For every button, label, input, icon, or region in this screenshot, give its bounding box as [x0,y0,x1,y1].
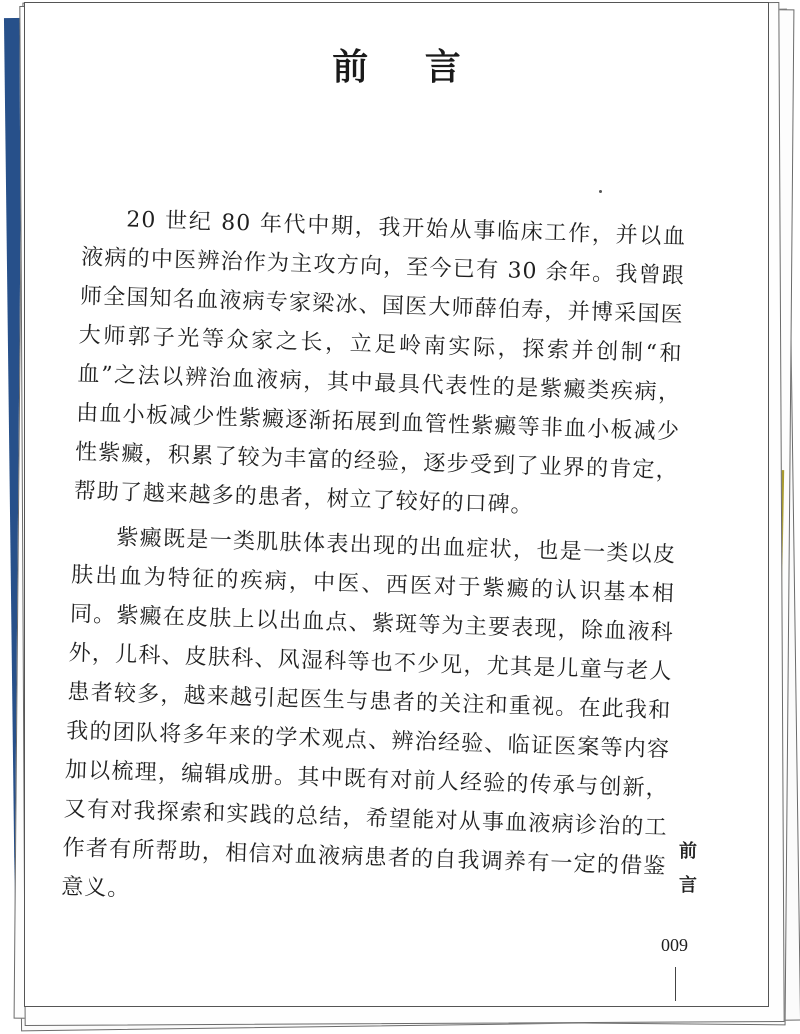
footer-rule [675,967,676,1001]
page-title: 前 言 [332,46,483,88]
running-head-vertical [673,835,703,903]
running-head-char-2: 言 [679,875,697,896]
paragraph-2: 紫癜既是一类肌肤体表出现的出血症状，也是一类以皮肤出血为特征的疾病，中医、西医对于紫癜的认识基本相同。紫癜在皮肤上以出血点、紫斑等为主要表现，除血液科外，儿科、皮肤科、风湿科等也不少见，尤其是儿童与老人患者较多，越来越引起医生与患者的关注和重视。在此我和我的团队将多年来的学术观点、辨治经验、临证医案等内容加以梳理，编辑成册。其中既有对前人经验的传承与创新，又有对我探索和实践的总结，希望能对从事血液病诊治的工作者有所帮助，相信对血液病患者的自我调养有一定的借鉴意义。 [60,525,677,902]
running-head-char-1: 前 [679,841,697,862]
print-speck [599,190,602,193]
page-number: 009 [661,935,688,955]
preface-body [61,199,687,932]
document-page [24,2,769,1007]
paragraph-1: 20 世纪 80 年代中期，我开始从事临床工作，并以血液病的中医辨治作为主攻方向，至今已有 30 余年。我曾跟师全国知名血液病专家梁冰、国医大师薛伯寿，并博采国医大师郭子光等众家之长，立足岭南实际，探索并创制“和血”之法以辨治血液病，其中最具代表性的是紫癜类疾病，由血小板减少性紫癜逐渐拓展到血管性紫癜等非血小板减少性紫癜，积累了较为丰富的经验，逐步受到了业界的肯定，帮助了越来越多的患者，树立了较好的口碑。 [73,207,687,519]
